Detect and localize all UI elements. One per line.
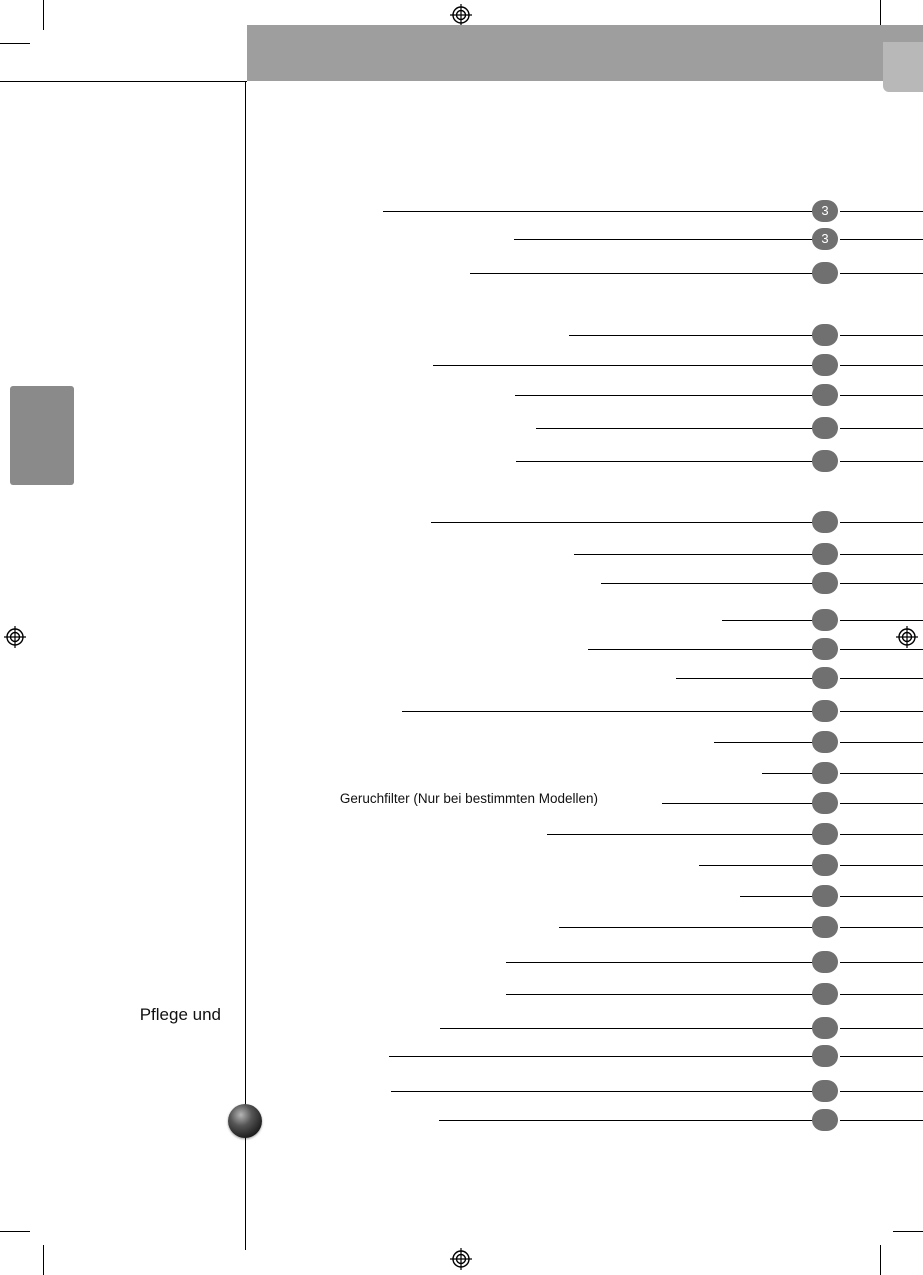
toc-leader-line [433, 365, 813, 366]
toc-leader-line [506, 994, 813, 995]
toc-leader-line [722, 620, 813, 621]
header-underline [0, 81, 247, 82]
toc-leader-line-right [840, 428, 923, 429]
page-number-badge [812, 1017, 838, 1039]
toc-leader-line-right [840, 865, 923, 866]
toc-leader-line [601, 583, 813, 584]
toc-leader-line [515, 395, 813, 396]
header-tab [883, 42, 923, 92]
toc-leader-line [588, 649, 813, 650]
toc-leader-line [431, 522, 813, 523]
page-number-badge [812, 951, 838, 973]
toc-leader-line-right [840, 583, 923, 584]
toc-leader-line-right [840, 803, 923, 804]
crop-mark-bottom-right-v [880, 1245, 881, 1275]
toc-leader-line [574, 554, 813, 555]
toc-leader-line-right [840, 742, 923, 743]
toc-leader-line [383, 211, 813, 212]
page-number-badge [812, 354, 838, 376]
page-number-badge: 3 [812, 228, 838, 250]
registration-mark-icon [4, 626, 26, 648]
crop-mark-bottom-left-h [0, 1231, 30, 1232]
decorative-sphere-icon [228, 1104, 262, 1138]
page-number-badge [812, 1080, 838, 1102]
page-number-badge [812, 262, 838, 284]
toc-leader-line-right [840, 211, 923, 212]
toc-leader-line-right [840, 994, 923, 995]
page-number-badge [812, 324, 838, 346]
page-number-badge [812, 543, 838, 565]
toc-leader-line-right [840, 834, 923, 835]
toc-leader-line-right [840, 1056, 923, 1057]
page-number-badge [812, 854, 838, 876]
page-number-badge [812, 450, 838, 472]
toc-leader-line [440, 1028, 813, 1029]
page-number-badge [812, 731, 838, 753]
toc-leader-line-right [840, 273, 923, 274]
toc-leader-line [559, 927, 813, 928]
toc-leader-line-right [840, 1120, 923, 1121]
toc-leader-line-right [840, 365, 923, 366]
page-number-badge [812, 916, 838, 938]
toc-leader-line-right [840, 711, 923, 712]
toc-leader-line-right [840, 649, 923, 650]
page-number-badge: 3 [812, 200, 838, 222]
toc-leader-line-right [840, 927, 923, 928]
toc-leader-line [514, 239, 813, 240]
toc-leader-line-right [840, 678, 923, 679]
crop-mark-bottom-left-v [43, 1245, 44, 1275]
margin-rule [245, 82, 246, 1250]
page-number-badge [812, 511, 838, 533]
page-number-badge [812, 823, 838, 845]
page-number-badge [812, 762, 838, 784]
toc-leader-line [662, 803, 813, 804]
toc-leader-line-right [840, 773, 923, 774]
toc-leader-line-right [840, 962, 923, 963]
crop-mark-bottom-right-h [893, 1231, 923, 1232]
toc-leader-line [402, 711, 813, 712]
toc-leader-line [516, 461, 813, 462]
page-number-badge [812, 700, 838, 722]
header-band [247, 25, 923, 81]
toc-leader-line [569, 335, 813, 336]
toc-leader-line [762, 773, 813, 774]
page-number-badge [812, 983, 838, 1005]
section-title: Pflege und [139, 1005, 221, 1024]
toc-leader-line-right [840, 461, 923, 462]
crop-mark-top-left-h [0, 43, 30, 44]
toc-leader-line [547, 834, 813, 835]
toc-leader-line [714, 742, 813, 743]
page-number-badge [812, 609, 838, 631]
toc-leader-line-right [840, 1091, 923, 1092]
registration-mark-icon [450, 1248, 472, 1270]
toc-leader-line-right [840, 239, 923, 240]
page-number-badge [812, 1045, 838, 1067]
toc-leader-line [470, 273, 813, 274]
registration-mark-icon [896, 626, 918, 648]
toc-leader-line [676, 678, 813, 679]
toc-leader-line [391, 1091, 813, 1092]
page-number-badge [812, 885, 838, 907]
toc-leader-line [439, 1120, 813, 1121]
page-number-badge [812, 384, 838, 406]
toc-leader-line [506, 962, 813, 963]
registration-mark-icon [450, 4, 472, 26]
toc-entry-text: Geruchfilter (Nur bei bestimmten Modellen) [339, 791, 598, 806]
page-number-badge [812, 638, 838, 660]
toc-leader-line [740, 896, 813, 897]
page-number-badge [812, 667, 838, 689]
language-side-tab [10, 386, 74, 485]
toc-leader-line-right [840, 896, 923, 897]
toc-leader-line-right [840, 1028, 923, 1029]
toc-leader-line-right [840, 554, 923, 555]
toc-leader-line [389, 1056, 813, 1057]
page-number-badge [812, 417, 838, 439]
crop-mark-top-left-v [43, 0, 44, 30]
page-number-badge [812, 792, 838, 814]
page-number-badge [812, 572, 838, 594]
toc-leader-line-right [840, 620, 923, 621]
toc-leader-line [699, 865, 813, 866]
page-number-badge [812, 1109, 838, 1131]
toc-leader-line-right [840, 522, 923, 523]
toc-leader-line-right [840, 335, 923, 336]
toc-leader-line [536, 428, 813, 429]
toc-leader-line-right [840, 395, 923, 396]
